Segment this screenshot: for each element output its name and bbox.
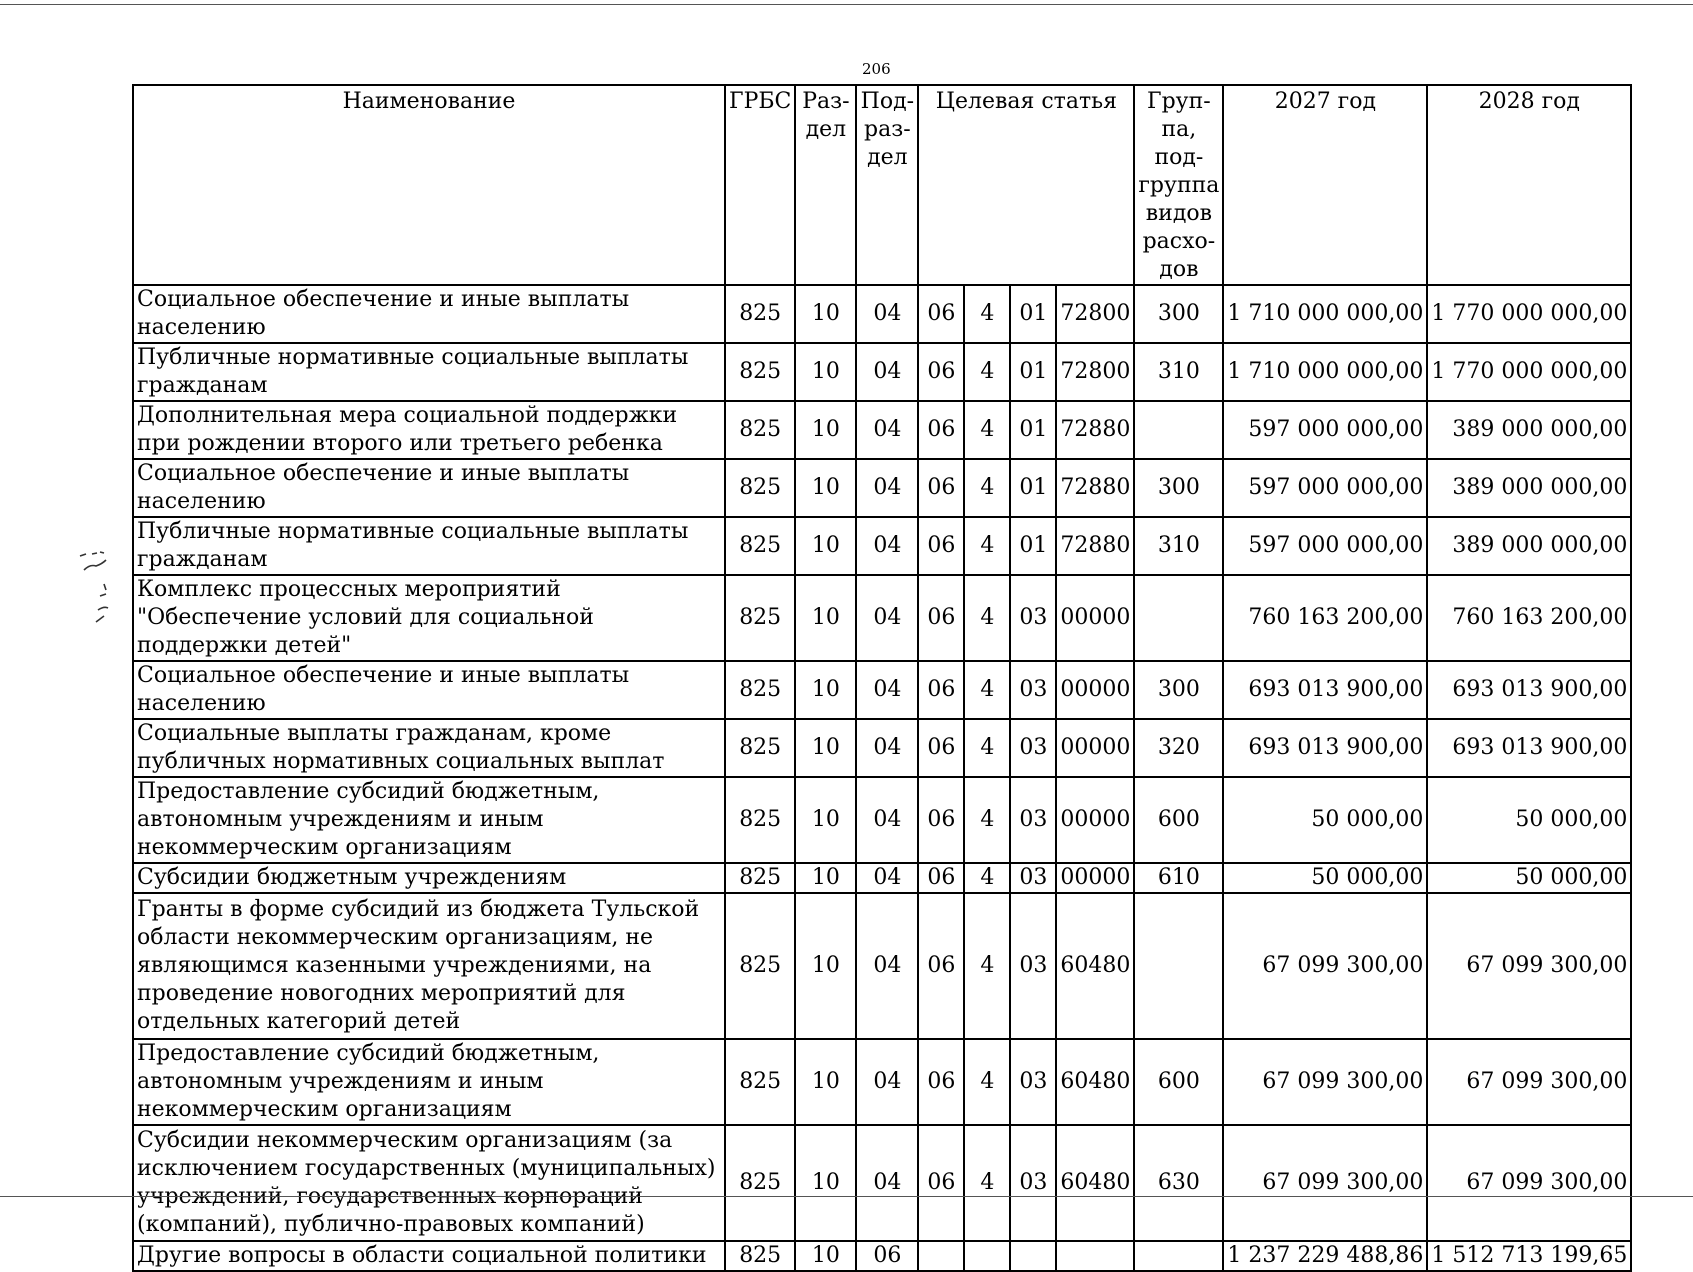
cell-2027: 1 710 000 000,00 [1223, 285, 1427, 343]
cell-cs-program: 06 [918, 343, 964, 401]
cell-name: Предоставление субсидий бюджетным, автономным учреждениям и иным некоммерческим организациям [133, 777, 725, 863]
cell-razdel: 10 [795, 459, 856, 517]
cell-cs-program: 06 [918, 459, 964, 517]
cell-cs-type: 4 [964, 1125, 1010, 1241]
cell-cs-direction: 72880 [1056, 459, 1134, 517]
top-rule [0, 4, 1693, 5]
cell-name: Социальное обеспечение и иные выплаты населению [133, 459, 725, 517]
cell-name: Публичные нормативные социальные выплаты гражданам [133, 517, 725, 575]
cell-podrazdel: 04 [856, 1039, 918, 1125]
cell-vid-rashodov: 300 [1134, 459, 1223, 517]
table-row [133, 343, 1631, 401]
cell-cs-program: 06 [918, 893, 964, 1039]
cell-cs-complex: 03 [1010, 893, 1056, 1039]
cell-cs-complex: 03 [1010, 719, 1056, 777]
cell-podrazdel: 04 [856, 893, 918, 1039]
cell-cs-program: 06 [918, 1039, 964, 1125]
cell-grbs: 825 [725, 285, 795, 343]
bottom-rule [0, 1196, 1693, 1197]
cell-grbs: 825 [725, 343, 795, 401]
cell-cs-type: 4 [964, 777, 1010, 863]
cell-cs-program: 06 [918, 285, 964, 343]
cell-cs-program [918, 1241, 964, 1271]
cell-cs-direction: 60480 [1056, 893, 1134, 1039]
cell-cs-program: 06 [918, 863, 964, 893]
cell-razdel: 10 [795, 719, 856, 777]
table-row [133, 863, 1631, 893]
cell-2027: 693 013 900,00 [1223, 719, 1427, 777]
cell-cs-direction [1056, 1241, 1134, 1271]
cell-2027: 1 237 229 488,86 [1223, 1241, 1427, 1271]
table-row [133, 517, 1631, 575]
cell-cs-program: 06 [918, 575, 964, 661]
cell-2028: 693 013 900,00 [1427, 719, 1631, 777]
cell-cs-direction: 72880 [1056, 401, 1134, 459]
cell-cs-type: 4 [964, 517, 1010, 575]
cell-2027: 1 710 000 000,00 [1223, 343, 1427, 401]
cell-cs-type: 4 [964, 343, 1010, 401]
cell-2027: 597 000 000,00 [1223, 401, 1427, 459]
header-2027: 2027 год [1223, 85, 1427, 285]
cell-name: Социальное обеспечение и иные выплаты населению [133, 661, 725, 719]
cell-cs-direction: 72800 [1056, 285, 1134, 343]
table-row [133, 1039, 1631, 1125]
cell-2028: 760 163 200,00 [1427, 575, 1631, 661]
cell-podrazdel: 04 [856, 777, 918, 863]
cell-razdel: 10 [795, 517, 856, 575]
cell-cs-complex [1010, 1241, 1056, 1271]
cell-cs-complex: 01 [1010, 285, 1056, 343]
cell-grbs: 825 [725, 459, 795, 517]
cell-2027: 67 099 300,00 [1223, 1125, 1427, 1241]
cell-cs-type: 4 [964, 719, 1010, 777]
cell-cs-direction: 00000 [1056, 719, 1134, 777]
cell-grbs: 825 [725, 401, 795, 459]
cell-vid-rashodov: 600 [1134, 1039, 1223, 1125]
cell-razdel: 10 [795, 575, 856, 661]
cell-2028: 67 099 300,00 [1427, 1039, 1631, 1125]
table-row [133, 893, 1631, 1039]
cell-name: Субсидии некоммерческим организациям (за исключением государственных (муниципальных) учреждений, государственных корпораций (компаний), публично-правовых компаний) [133, 1125, 725, 1241]
cell-cs-type: 4 [964, 863, 1010, 893]
cell-2028: 693 013 900,00 [1427, 661, 1631, 719]
cell-name: Дополнительная мера социальной поддержки при рождении второго или третьего ребенка [133, 401, 725, 459]
cell-2028: 50 000,00 [1427, 777, 1631, 863]
cell-2027: 50 000,00 [1223, 863, 1427, 893]
cell-podrazdel: 06 [856, 1241, 918, 1271]
cell-2028: 67 099 300,00 [1427, 893, 1631, 1039]
cell-cs-complex: 01 [1010, 459, 1056, 517]
cell-cs-type [964, 1241, 1010, 1271]
cell-cs-program: 06 [918, 517, 964, 575]
cell-vid-rashodov: 310 [1134, 517, 1223, 575]
cell-grbs: 825 [725, 777, 795, 863]
cell-vid-rashodov [1134, 1241, 1223, 1271]
cell-name: Гранты в форме субсидий из бюджета Тульской области некоммерческим организациям, не являющимся казенными учреждениями, на проведение новогодних мероприятий для отдельных категорий детей [133, 893, 725, 1039]
cell-vid-rashodov: 300 [1134, 661, 1223, 719]
cell-cs-complex: 03 [1010, 1125, 1056, 1241]
table-row [133, 459, 1631, 517]
cell-2027: 50 000,00 [1223, 777, 1427, 863]
header-gruppa: Груп- па, под- группа видов расхо- дов [1134, 85, 1223, 285]
cell-cs-complex: 01 [1010, 401, 1056, 459]
cell-grbs: 825 [725, 719, 795, 777]
cell-grbs: 825 [725, 1241, 795, 1271]
cell-vid-rashodov: 600 [1134, 777, 1223, 863]
header-podrazdel: Под- раз- дел [856, 85, 918, 285]
cell-cs-direction: 72880 [1056, 517, 1134, 575]
cell-grbs: 825 [725, 893, 795, 1039]
cell-cs-type: 4 [964, 661, 1010, 719]
header-name: Наименование [133, 85, 725, 285]
cell-razdel: 10 [795, 893, 856, 1039]
cell-cs-type: 4 [964, 401, 1010, 459]
cell-cs-program: 06 [918, 719, 964, 777]
cell-podrazdel: 04 [856, 285, 918, 343]
cell-vid-rashodov [1134, 401, 1223, 459]
cell-razdel: 10 [795, 863, 856, 893]
cell-grbs: 825 [725, 517, 795, 575]
cell-cs-complex: 03 [1010, 661, 1056, 719]
cell-cs-program: 06 [918, 401, 964, 459]
cell-grbs: 825 [725, 1125, 795, 1241]
header-row [133, 85, 1631, 285]
cell-name: Предоставление субсидий бюджетным, автономным учреждениям и иным некоммерческим организациям [133, 1039, 725, 1125]
cell-podrazdel: 04 [856, 661, 918, 719]
cell-podrazdel: 04 [856, 517, 918, 575]
table-row [133, 401, 1631, 459]
cell-name: Комплекс процессных мероприятий "Обеспечение условий для социальной поддержки детей" [133, 575, 725, 661]
cell-cs-direction: 60480 [1056, 1039, 1134, 1125]
cell-2028: 1 770 000 000,00 [1427, 285, 1631, 343]
cell-vid-rashodov: 630 [1134, 1125, 1223, 1241]
cell-vid-rashodov: 300 [1134, 285, 1223, 343]
cell-name: Другие вопросы в области социальной политики [133, 1241, 725, 1271]
cell-name: Публичные нормативные социальные выплаты гражданам [133, 343, 725, 401]
cell-2028: 389 000 000,00 [1427, 459, 1631, 517]
header-celevaya-statya: Целевая статья [918, 85, 1134, 285]
cell-cs-type: 4 [964, 1039, 1010, 1125]
table-row [133, 719, 1631, 777]
cell-cs-type: 4 [964, 575, 1010, 661]
cell-grbs: 825 [725, 661, 795, 719]
cell-cs-program: 06 [918, 661, 964, 719]
cell-razdel: 10 [795, 1241, 856, 1271]
cell-2028: 1 770 000 000,00 [1427, 343, 1631, 401]
cell-cs-complex: 03 [1010, 575, 1056, 661]
table-row [133, 1125, 1631, 1241]
cell-grbs: 825 [725, 1039, 795, 1125]
table-row [133, 285, 1631, 343]
cell-2028: 389 000 000,00 [1427, 401, 1631, 459]
table-row [133, 777, 1631, 863]
cell-2027: 693 013 900,00 [1223, 661, 1427, 719]
cell-podrazdel: 04 [856, 863, 918, 893]
cell-razdel: 10 [795, 777, 856, 863]
cell-vid-rashodov [1134, 575, 1223, 661]
table-row [133, 1241, 1631, 1271]
cell-cs-direction: 00000 [1056, 863, 1134, 893]
cell-podrazdel: 04 [856, 343, 918, 401]
cell-podrazdel: 04 [856, 459, 918, 517]
cell-name: Субсидии бюджетным учреждениям [133, 863, 725, 893]
cell-cs-complex: 03 [1010, 1039, 1056, 1125]
cell-name: Социальное обеспечение и иные выплаты населению [133, 285, 725, 343]
cell-razdel: 10 [795, 401, 856, 459]
cell-razdel: 10 [795, 285, 856, 343]
cell-grbs: 825 [725, 863, 795, 893]
cell-cs-direction: 72800 [1056, 343, 1134, 401]
cell-razdel: 10 [795, 1039, 856, 1125]
cell-2028: 50 000,00 [1427, 863, 1631, 893]
cell-2028: 67 099 300,00 [1427, 1125, 1631, 1241]
cell-2028: 1 512 713 199,65 [1427, 1241, 1631, 1271]
budget-table [132, 84, 1632, 1272]
cell-cs-direction: 00000 [1056, 575, 1134, 661]
cell-razdel: 10 [795, 343, 856, 401]
cell-cs-type: 4 [964, 459, 1010, 517]
page-number: 206 [862, 60, 891, 78]
header-2028: 2028 год [1427, 85, 1631, 285]
cell-cs-program: 06 [918, 1125, 964, 1241]
cell-2027: 597 000 000,00 [1223, 517, 1427, 575]
cell-2027: 67 099 300,00 [1223, 893, 1427, 1039]
cell-2028: 389 000 000,00 [1427, 517, 1631, 575]
cell-vid-rashodov: 610 [1134, 863, 1223, 893]
table-row [133, 661, 1631, 719]
cell-cs-complex: 01 [1010, 343, 1056, 401]
cell-cs-direction: 00000 [1056, 777, 1134, 863]
cell-2027: 67 099 300,00 [1223, 1039, 1427, 1125]
cell-2027: 760 163 200,00 [1223, 575, 1427, 661]
header-razdel: Раз- дел [795, 85, 856, 285]
cell-cs-complex: 01 [1010, 517, 1056, 575]
margin-scribble [70, 540, 130, 640]
cell-podrazdel: 04 [856, 575, 918, 661]
cell-podrazdel: 04 [856, 719, 918, 777]
cell-2027: 597 000 000,00 [1223, 459, 1427, 517]
cell-grbs: 825 [725, 575, 795, 661]
cell-podrazdel: 04 [856, 1125, 918, 1241]
cell-cs-type: 4 [964, 893, 1010, 1039]
cell-razdel: 10 [795, 661, 856, 719]
cell-razdel: 10 [795, 1125, 856, 1241]
cell-cs-complex: 03 [1010, 863, 1056, 893]
cell-podrazdel: 04 [856, 401, 918, 459]
cell-cs-program: 06 [918, 777, 964, 863]
cell-cs-complex: 03 [1010, 777, 1056, 863]
cell-vid-rashodov: 310 [1134, 343, 1223, 401]
cell-cs-direction: 00000 [1056, 661, 1134, 719]
cell-vid-rashodov: 320 [1134, 719, 1223, 777]
table-row [133, 575, 1631, 661]
cell-vid-rashodov [1134, 893, 1223, 1039]
header-grbs: ГРБС [725, 85, 795, 285]
cell-cs-direction: 60480 [1056, 1125, 1134, 1241]
cell-cs-type: 4 [964, 285, 1010, 343]
cell-name: Социальные выплаты гражданам, кроме публичных нормативных социальных выплат [133, 719, 725, 777]
